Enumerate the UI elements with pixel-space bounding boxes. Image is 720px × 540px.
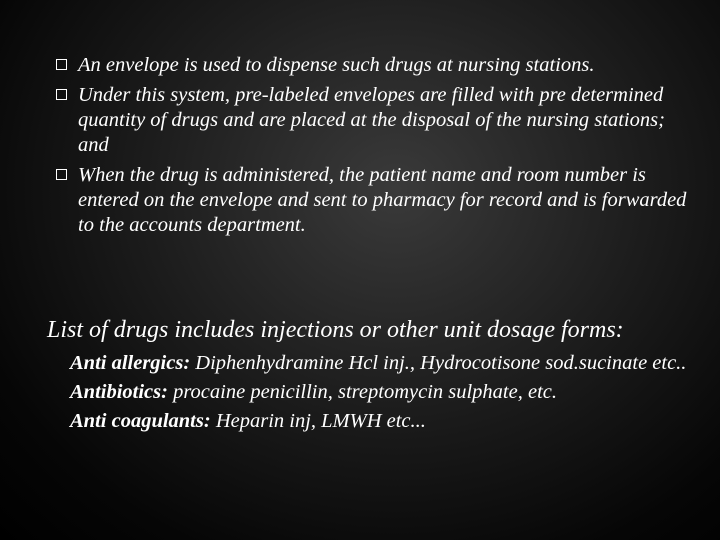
bullet-list xyxy=(56,53,696,243)
drug-list-section xyxy=(47,316,687,438)
drug-examples: procaine penicillin, streptomycin sulphate, etc. xyxy=(167,381,557,403)
drug-list-item xyxy=(47,409,687,434)
drug-list xyxy=(47,351,687,434)
drug-examples: Diphenhydramine Hcl inj., Hydrocotisone sod.sucinate etc.. xyxy=(190,352,687,374)
drug-category-label: Anti coagulants: xyxy=(70,410,211,432)
square-bullet-icon xyxy=(56,169,67,180)
drug-examples: Heparin inj, LMWH etc... xyxy=(210,410,426,432)
drug-list-item xyxy=(47,380,687,405)
drug-category-label: Antibiotics: xyxy=(70,381,168,403)
bullet-item xyxy=(56,83,696,158)
section-heading: List of drugs includes injections or other unit dosage forms: xyxy=(47,317,624,343)
square-bullet-icon xyxy=(56,59,67,70)
square-bullet-icon xyxy=(56,89,67,100)
bullet-text: Under this system, pre-labeled envelopes are filled with pre determined quantity of drugs and are placed at the disposal of the nursing stations; and xyxy=(78,84,665,156)
drug-list-item xyxy=(47,351,687,376)
bullet-item xyxy=(56,53,696,78)
drug-category-label: Anti allergics: xyxy=(70,352,191,374)
bullet-item xyxy=(56,163,696,238)
bullet-lead: An envelope xyxy=(78,54,179,76)
bullet-text: is used to dispense such drugs at nursing stations. xyxy=(178,54,595,76)
bullet-text: When the drug is administered, the patient name and room number is entered on the envelope and sent to pharmacy for record and is forwarded to the accounts department. xyxy=(78,164,687,236)
